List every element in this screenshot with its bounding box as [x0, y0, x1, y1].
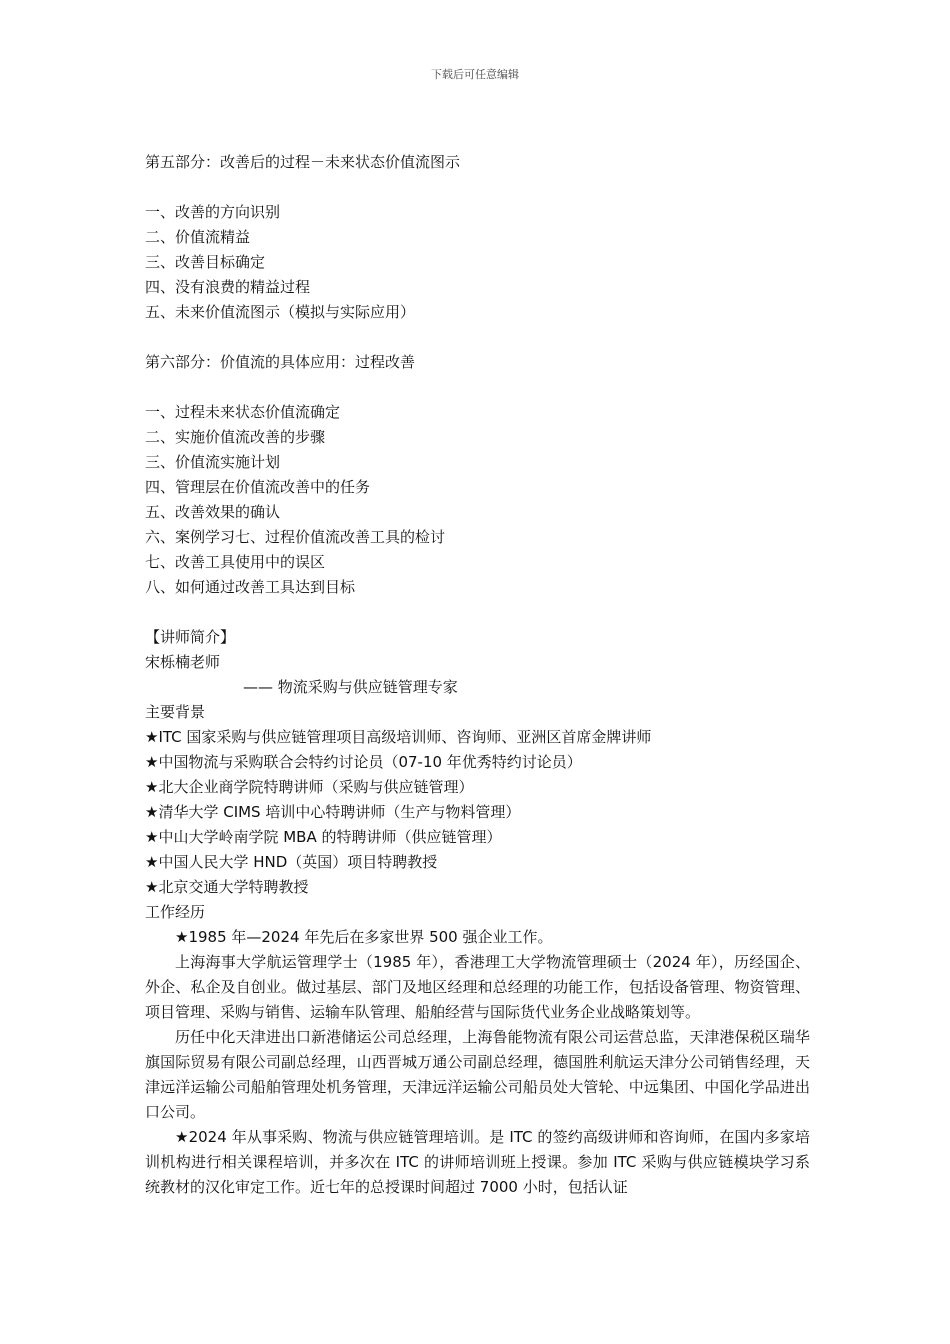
- background-heading: 主要背景: [145, 703, 206, 721]
- background-item: ★北大企业商学院特聘讲师（采购与供应链管理）: [145, 778, 474, 796]
- part6-list: [145, 400, 810, 600]
- part5-item: 五、未来价值流图示（模拟与实际应用）: [145, 303, 416, 321]
- part6-item: 八、如何通过改善工具达到目标: [145, 578, 356, 596]
- experience-paragraph: 历任中化天津进出口新港储运公司总经理，上海鲁能物流有限公司运营总监，天津港保税区瑞华旗国际贸易有限公司副总经理，山西晋城万通公司副总经理，德国胜利航运天津分公司销售经理，天津远洋运输公司船舶管理处机务管理，天津远洋运输公司船员处大管轮、中远集团、中国化学品进出口公司。: [145, 1028, 810, 1121]
- background-item: ★中国人民大学 HND（英国）项目特聘教授: [145, 853, 438, 871]
- instructor-subtitle: —— 物流采购与供应链管理专家: [243, 678, 458, 696]
- part6-item: 六、案例学习七、过程价值流改善工具的检讨: [145, 528, 446, 546]
- part6-title: 第六部分：价值流的具体应用：过程改善: [145, 353, 416, 371]
- part5-item: 三、改善目标确定: [145, 253, 266, 271]
- part6-item: 五、改善效果的确认: [145, 503, 281, 521]
- background-item: ★清华大学 CIMS 培训中心特聘讲师（生产与物料管理）: [145, 803, 521, 821]
- experience-paragraph: ★1985 年—2024 年先后在多家世界 500 强企业工作。: [175, 928, 553, 946]
- part5-item: 四、没有浪费的精益过程: [145, 278, 311, 296]
- part6-item: 三、价值流实施计划: [145, 453, 281, 471]
- part6-item: 一、过程未来状态价值流确定: [145, 403, 341, 421]
- experience-paragraph: ★2024 年从事采购、物流与供应链管理培训。是 ITC 的签约高级讲师和咨询师，在国内多家培训机构进行相关课程培训，并多次在 ITC 的讲师培训班上授课。参加 ITC 采购与供应链模块学习系统教材的汉化审定工作。近七年的总授课时间超过 7000 小时，包括认证: [145, 1128, 810, 1196]
- document-body: [145, 150, 810, 1200]
- background-item: ★北京交通大学特聘教授: [145, 878, 309, 896]
- experience-section: [145, 925, 810, 1200]
- part5-item: 一、改善的方向识别: [145, 203, 281, 221]
- experience-heading: 工作经历: [145, 903, 206, 921]
- background-item: ★ITC 国家采购与供应链管理项目高级培训师、咨询师、亚洲区首席金牌讲师: [145, 728, 652, 746]
- page-header-note: 下载后可任意编辑: [431, 68, 519, 81]
- instructor-name: 宋栎楠老师: [145, 653, 221, 671]
- part6-item: 七、改善工具使用中的误区: [145, 553, 326, 571]
- experience-paragraph: 上海海事大学航运管理学士（1985 年），香港理工大学物流管理硕士（2024 年），历经国企、外企、私企及自创业。做过基层、部门及地区经理和总经理的功能工作，包括设备管理、物资管理、项目管理、采购与销售、运输车队管理、船舶经营与国际货代业务企业战略策划等。: [145, 953, 810, 1021]
- part5-item: 二、价值流精益: [145, 228, 251, 246]
- background-item: ★中国物流与采购联合会特约讨论员（07-10 年优秀特约讨论员）: [145, 753, 582, 771]
- instructor-section-title: 【讲师简介】: [145, 628, 236, 646]
- part6-item: 四、管理层在价值流改善中的任务: [145, 478, 371, 496]
- background-item: ★中山大学岭南学院 MBA 的特聘讲师（供应链管理）: [145, 828, 502, 846]
- background-list: [145, 725, 810, 900]
- part6-item: 二、实施价值流改善的步骤: [145, 428, 326, 446]
- part5-title: 第五部分：改善后的过程－未来状态价值流图示: [145, 153, 461, 171]
- part5-list: [145, 200, 810, 325]
